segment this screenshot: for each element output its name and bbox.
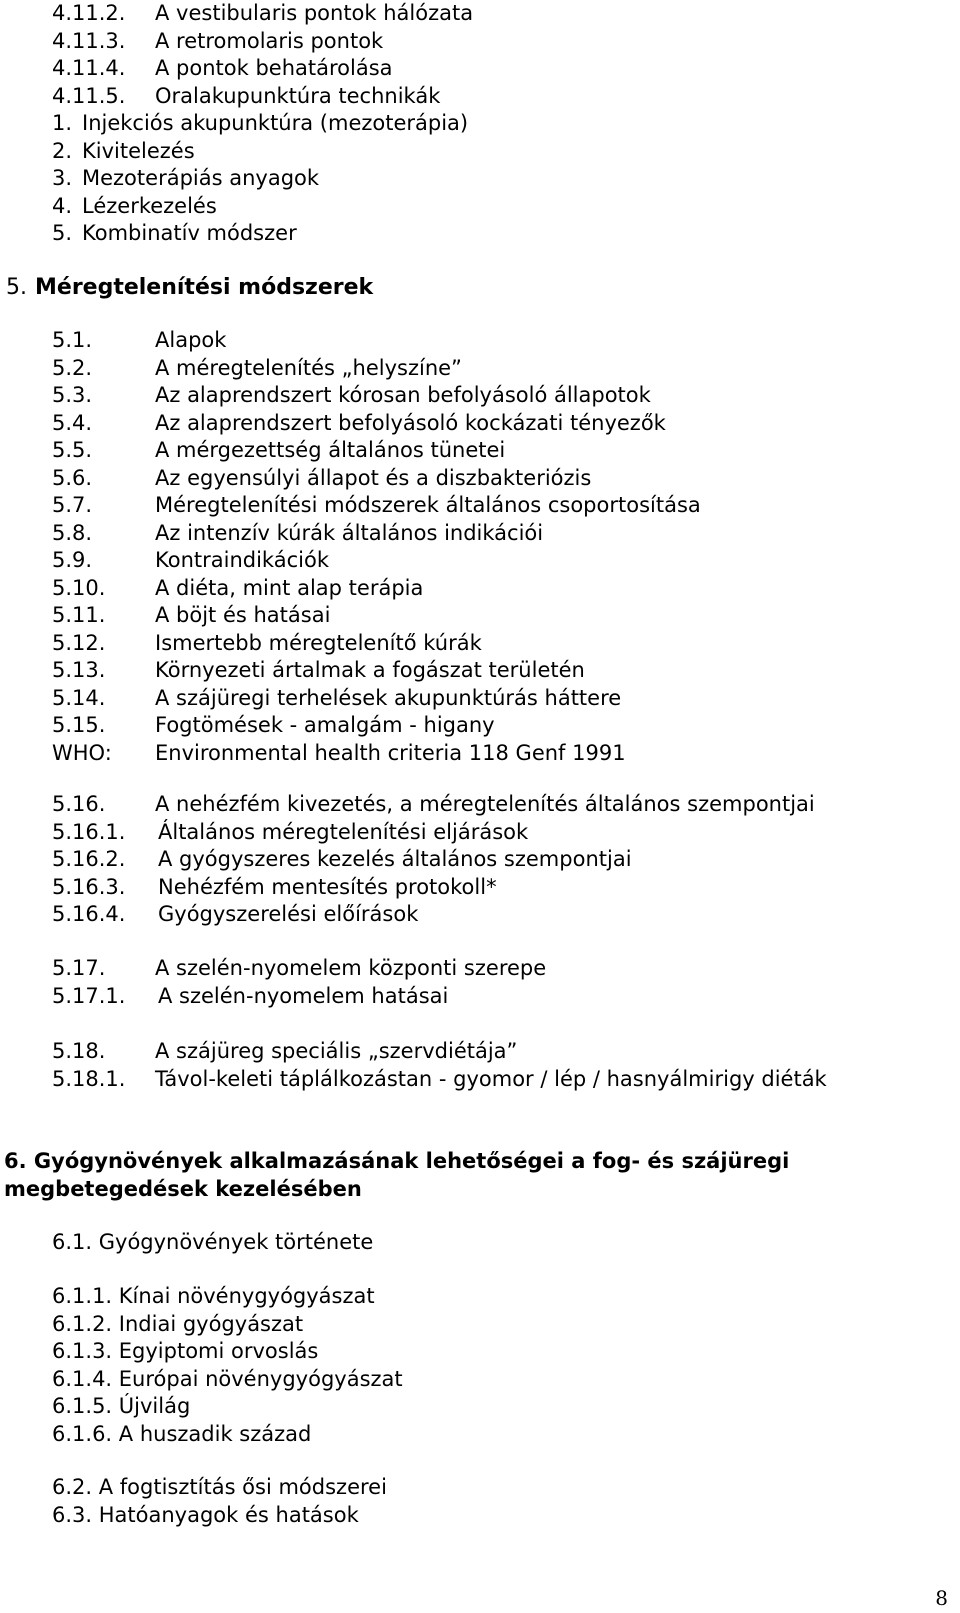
toc-entry-text: Az egyensúlyi állapot és a diszbakteriózis [155, 465, 592, 490]
toc-entry [52, 355, 701, 383]
toc-entry [52, 0, 473, 28]
toc-entry-number: 5.11. [52, 603, 106, 627]
toc-entry-text: A szelén-nyomelem hatásai [158, 983, 449, 1008]
toc-entry-text: A mérgezettség általános tünetei [155, 438, 506, 462]
toc-entry [52, 712, 701, 740]
toc-entry [52, 55, 473, 83]
toc-entry-number: 5.16.4. [52, 902, 126, 926]
toc-chapter-5-list [52, 327, 701, 767]
toc-entry-number: 4.11.5. [52, 83, 126, 108]
toc-entry-number: 5.1. [52, 328, 93, 352]
toc-entry [52, 1393, 403, 1421]
toc-entry-number: 4.11.3. [52, 28, 126, 53]
toc-entry-number: 5.7. [52, 493, 93, 517]
toc-entry-number: 4.11.2. [52, 1, 126, 25]
toc-entry-text: 6.1.2. Indiai gyógyászat [52, 1311, 304, 1336]
toc-top-list [52, 0, 473, 248]
toc-entry-number: 5.9. [52, 548, 93, 572]
toc-entry-text: Kombinatív módszer [82, 221, 297, 245]
toc-entry-number: 5.14. [52, 685, 106, 710]
toc-entry [52, 110, 473, 138]
toc-entry-text: A méregtelenítés „helyszíne” [155, 355, 462, 380]
toc-entry-text: A gyógyszeres kezelés általános szempontjai [158, 847, 632, 871]
toc-entry-text: 6.1.5. Újvilág [52, 1394, 191, 1418]
toc-entry-number: 5.12. [52, 630, 106, 655]
toc-entry [52, 1502, 387, 1530]
toc-entry [52, 819, 815, 847]
toc-entry [52, 901, 815, 929]
toc-entry-text: 6.1.6. A huszadik század [52, 1421, 312, 1446]
toc-entry-text: A nehézfém kivezetés, a méregtelenítés általános szempontjai [155, 792, 815, 816]
toc-entry-number: 5. [52, 221, 73, 245]
toc-entry-text: Az intenzív kúrák általános indikációi [155, 520, 544, 545]
toc-entry-number: 5.18.1. [52, 1066, 126, 1091]
toc-entry [52, 740, 701, 768]
toc-entry [52, 1229, 373, 1257]
toc-entry-number: 5.16. [52, 792, 106, 816]
toc-entry-text: Ismertebb méregtelenítő kúrák [155, 630, 482, 655]
toc-entry-text: Alapok [155, 328, 227, 352]
toc-entry-text: A böjt és hatásai [155, 603, 331, 627]
toc-entry-text: Méregtelenítési módszerek általános csoportosítása [155, 493, 701, 517]
chapter-5-heading [6, 274, 373, 302]
toc-entry-number: 2. [52, 138, 73, 163]
toc-entry [52, 382, 701, 410]
toc-entry-number: 5.10. [52, 575, 106, 600]
toc-entry-text: Lézerkezelés [82, 193, 217, 218]
toc-entry-text: Az alaprendszert befolyásoló kockázati tényezők [155, 410, 666, 435]
toc-entry [52, 1311, 403, 1339]
toc-entry-text: Nehézfém mentesítés protokoll* [158, 874, 497, 899]
toc-entry [52, 685, 701, 713]
toc-section-5-16-list [52, 791, 815, 929]
toc-entry-number: 5.17. [52, 956, 106, 980]
toc-entry-text: A szelén-nyomelem központi szerepe [155, 956, 547, 980]
toc-entry [52, 465, 701, 493]
toc-entry [52, 327, 701, 355]
toc-entry [52, 791, 815, 819]
toc-entry [52, 1366, 403, 1394]
toc-entry-text: Environmental health criteria 118 Genf 1991 [155, 740, 626, 765]
toc-entry-number: 4. [52, 193, 73, 218]
toc-entry [52, 437, 701, 465]
toc-entry-number: 5.16.3. [52, 874, 126, 899]
toc-entry-number: 5.15. [52, 713, 106, 737]
toc-entry [52, 1338, 403, 1366]
toc-entry-text: 6.1.1. Kínai növénygyógyászat [52, 1284, 375, 1308]
toc-entry-text: A szájüregi terhelések akupunktúrás háttere [155, 685, 622, 710]
toc-entry-text: A pontok behatárolása [155, 56, 393, 80]
toc-entry-number: 5.17.1. [52, 983, 126, 1008]
toc-entry-text: 6.2. A fogtisztítás ősi módszerei [52, 1475, 387, 1499]
toc-entry-text: A retromolaris pontok [155, 28, 384, 53]
toc-entry [52, 846, 815, 874]
toc-entry [52, 28, 473, 56]
toc-entry-number: 5.13. [52, 658, 106, 682]
toc-entry-text: Távol-keleti táplálkozástan - gyomor / lép / hasnyálmirigy diéták [155, 1066, 827, 1091]
toc-entry [52, 1038, 827, 1066]
toc-entry-text: Kivitelezés [82, 138, 195, 163]
toc-entry-text: Oralakupunktúra technikák [155, 83, 441, 108]
toc-entry [52, 1421, 403, 1449]
toc-entry-text: 6.3. Hatóanyagok és hatások [52, 1502, 359, 1527]
toc-entry [52, 602, 701, 630]
toc-section-6-1-list [52, 1283, 403, 1448]
toc-entry-number: 5.5. [52, 438, 93, 462]
chapter-title: Méregtelenítési módszerek [35, 275, 374, 300]
toc-entry [52, 193, 473, 221]
toc-entry-number: WHO: [52, 740, 112, 765]
toc-section-5-18-list [52, 1038, 827, 1093]
toc-entry-text: 6.1. Gyógynövények története [52, 1230, 374, 1254]
toc-entry [52, 955, 546, 983]
toc-entry-number: 5.8. [52, 520, 93, 545]
toc-entry [52, 220, 473, 248]
toc-entry [52, 165, 473, 193]
toc-entry-text: 6.1.4. Európai növénygyógyászat [52, 1366, 403, 1391]
toc-entry-text: Fogtömések - amalgám - higany [155, 713, 495, 737]
toc-entry [52, 1474, 387, 1502]
toc-entry-text: Gyógyszerelési előírások [158, 902, 419, 926]
toc-entry [52, 874, 815, 902]
toc-entry-number: 4.11.4. [52, 56, 126, 80]
chapter-number: 5. [6, 275, 27, 300]
toc-entry-text: Injekciós akupunktúra (mezoterápia) [82, 111, 469, 135]
toc-entry-text: Az alaprendszert kórosan befolyásoló állapotok [155, 383, 651, 407]
toc-entry-number: 5.16.1. [52, 819, 126, 844]
toc-entry-text: Mezoterápiás anyagok [82, 166, 320, 190]
toc-entry [52, 520, 701, 548]
toc-entry [52, 575, 701, 603]
toc-entry [52, 1283, 403, 1311]
toc-entry [52, 138, 473, 166]
toc-entry-text: Környezeti ártalmak a fogászat területén [155, 658, 585, 682]
toc-entry [52, 630, 701, 658]
toc-entry-text: A diéta, mint alap terápia [155, 575, 424, 600]
toc-entry-number: 5.4. [52, 410, 93, 435]
toc-entry-text: A szájüreg speciális „szervdiétája” [155, 1039, 518, 1063]
toc-entry [52, 492, 701, 520]
toc-entry [52, 83, 473, 111]
toc-entry-number: 5.18. [52, 1039, 106, 1063]
toc-entry-number: 5.2. [52, 355, 93, 380]
toc-entry-text: 6.1.3. Egyiptomi orvoslás [52, 1339, 319, 1363]
toc-section-5-17-list [52, 955, 546, 1010]
toc-entry [52, 410, 701, 438]
toc-section-6-1-heading [52, 1229, 373, 1257]
toc-entry-number: 5.6. [52, 465, 93, 490]
page-number: 8 [935, 1586, 948, 1610]
toc-entry [52, 657, 701, 685]
toc-entry [52, 1066, 827, 1094]
chapter-6-heading: 6. Gyógynövények alkalmazásának lehetőségei a fog- és szájüregi megbetegedések kezelésében [4, 1149, 790, 1201]
toc-section-6-tail-list [52, 1474, 387, 1529]
toc-entry-text: Kontraindikációk [155, 548, 329, 572]
toc-entry-number: 5.3. [52, 383, 93, 407]
toc-entry-number: 3. [52, 166, 73, 190]
toc-entry [52, 547, 701, 575]
toc-entry-text: Általános méregtelenítési eljárások [158, 819, 529, 844]
toc-entry-number: 5.16.2. [52, 847, 126, 871]
toc-entry-number: 1. [52, 111, 73, 135]
toc-entry [52, 983, 546, 1011]
toc-entry-text: A vestibularis pontok hálózata [155, 1, 474, 25]
